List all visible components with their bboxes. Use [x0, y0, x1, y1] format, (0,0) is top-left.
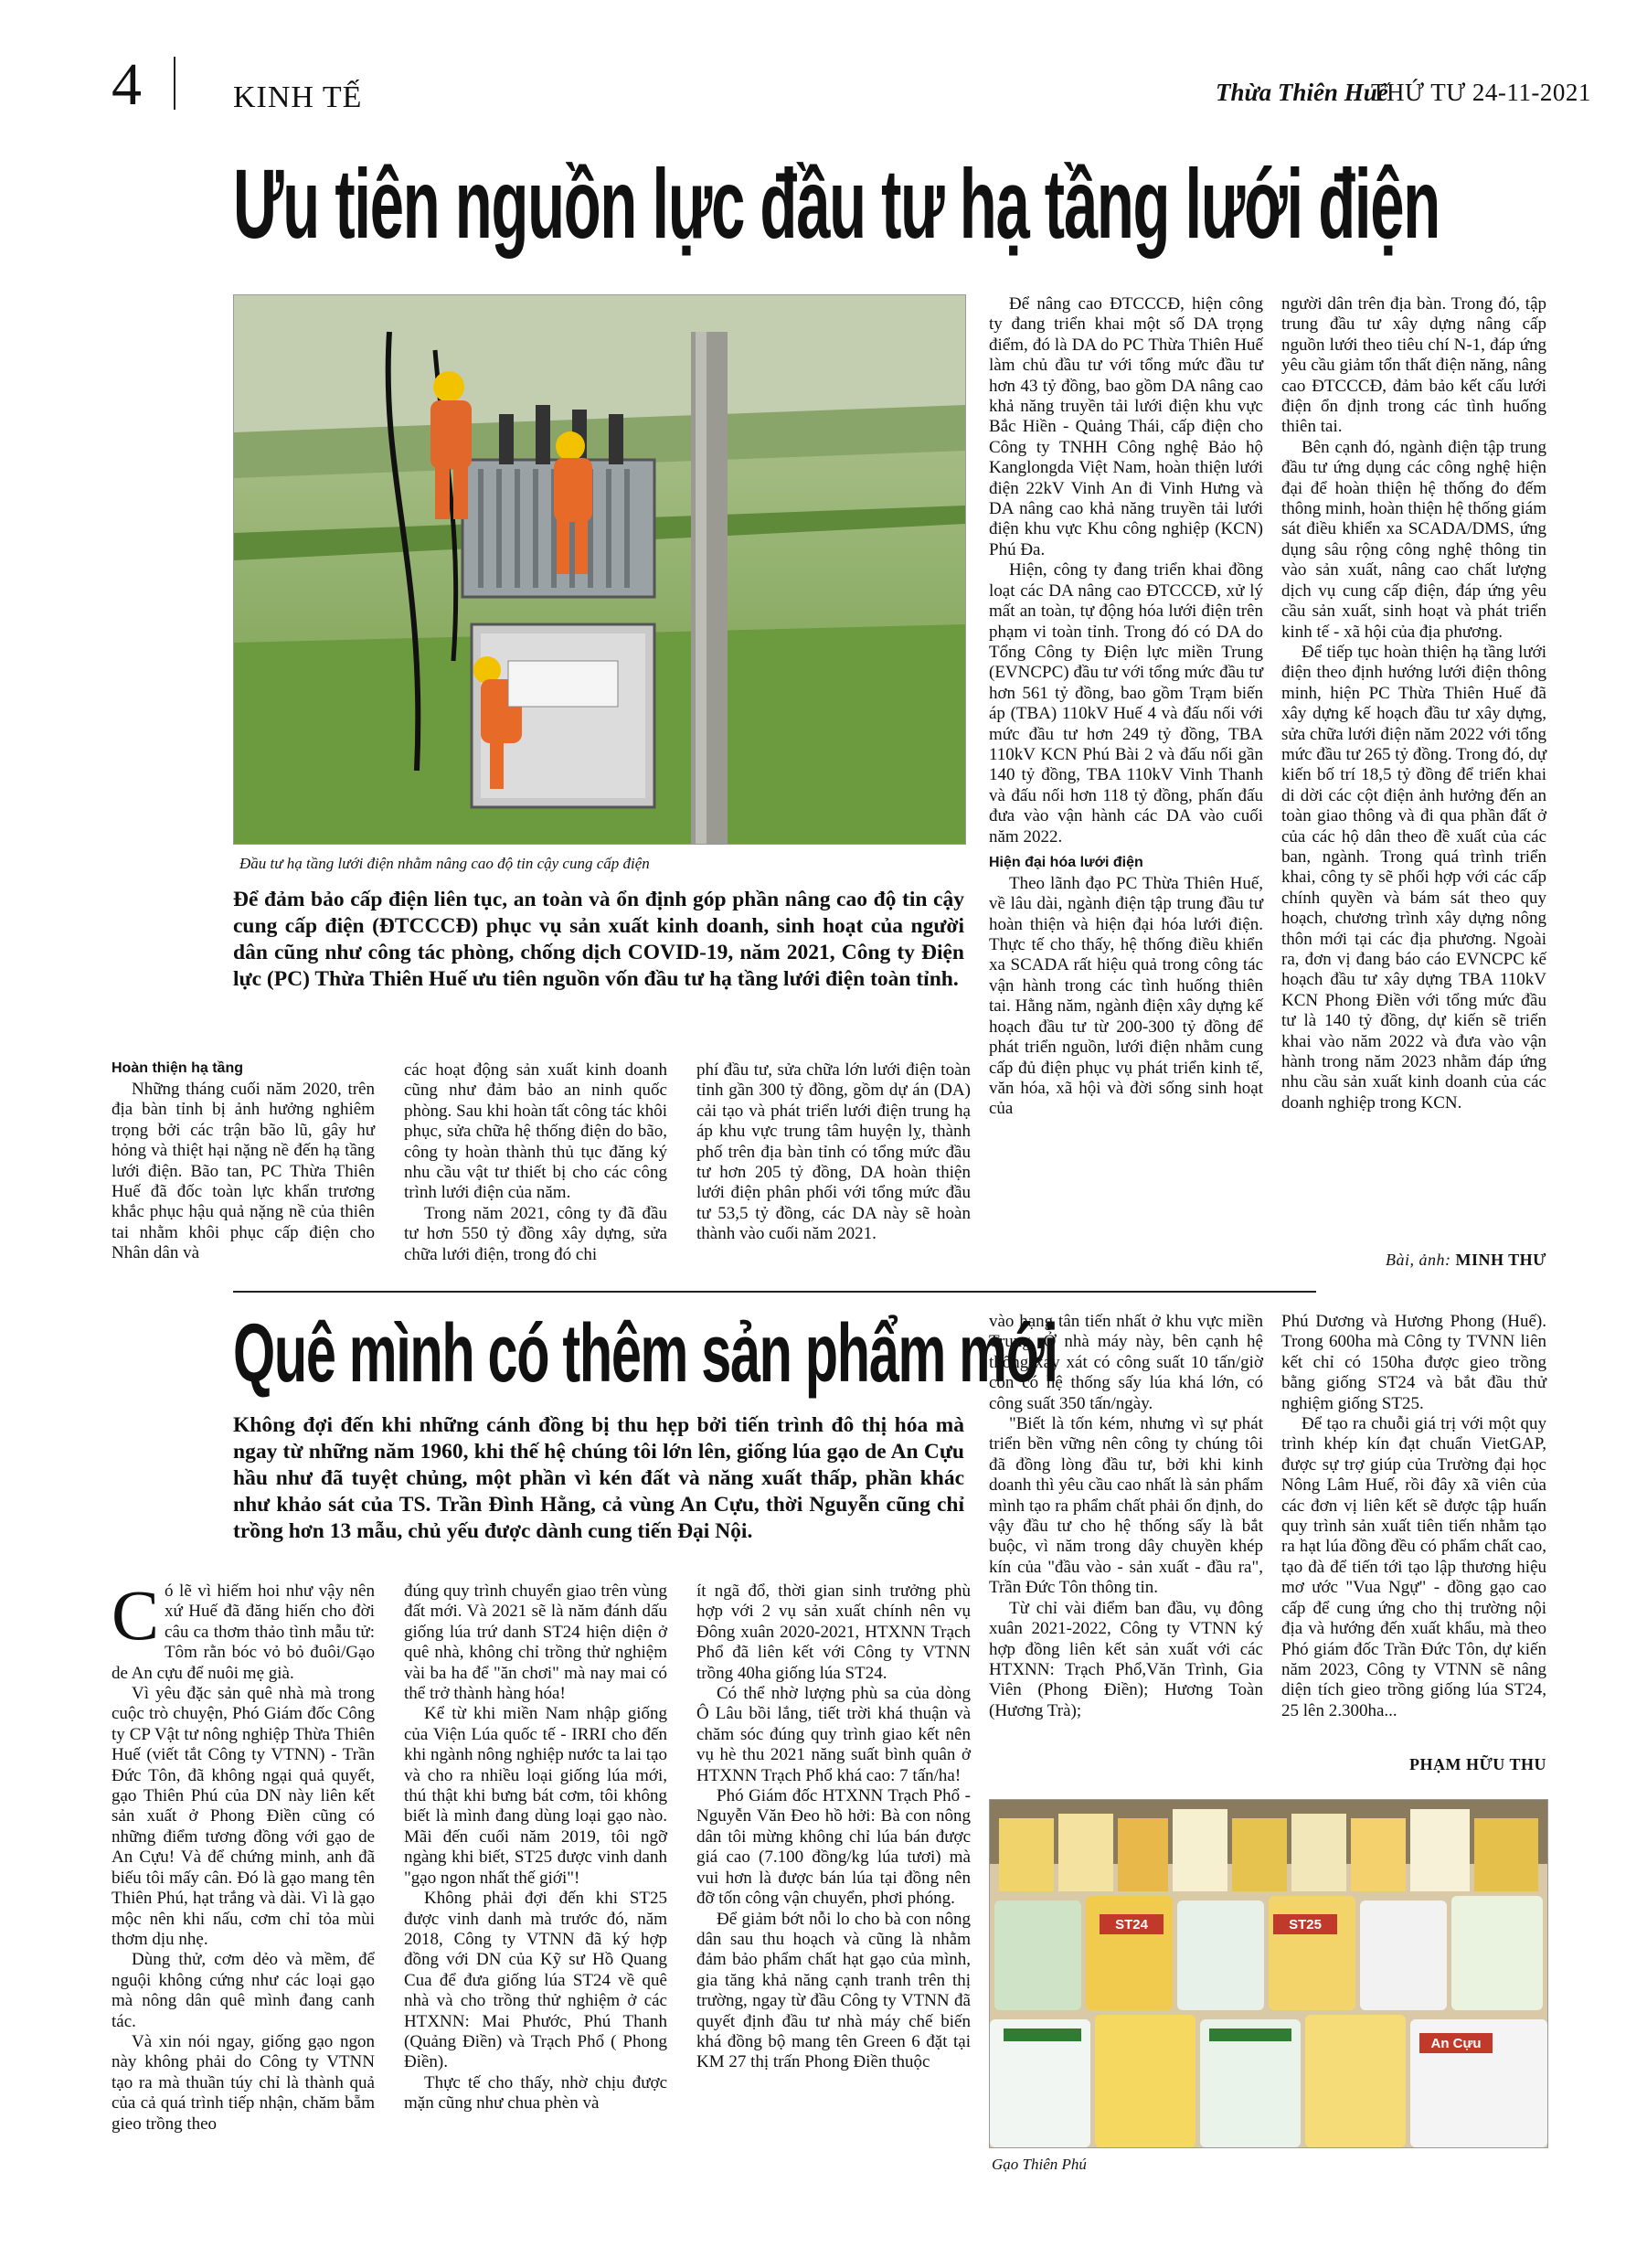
article2-col3-paragraph-2: Có thể nhờ lượng phù sa của dòng Ô Lâu bồi lắng, tiết trời khá thuận và chăm sóc đúng quy trình giao kết nên vụ hè thu 2021 năng suất bình quân ở HTXNN Trạch Phổ khá cao: 7 tấn/ha! — [696, 1684, 971, 1785]
bag-label-1: ST24 — [1115, 1917, 1148, 1933]
article2-sapo: Không đợi đến khi những cánh đồng bị thu hẹp bởi tiến trình đô thị hóa mà ngay từ những năm 1960, khi thế hệ chúng tôi lớn lên, giống lúa gạo de An Cựu hầu như đã tuyệt chủng, một phần vì kén đất và năng xuất thấp, phần khác như khảo sát của TS. Trần Đình Hằng, cả vùng An Cựu, thời Nguyễn cũng chỉ trồng hơn 13 mẫu, chủ yếu được dành cung tiến Đại Nội. — [233, 1413, 964, 1543]
article2-col2-paragraph-1: đúng quy trình chuyển giao trên vùng đất mới. Và 2021 sẽ là năm đánh dấu giống lúa trứ danh ST24 hiện diện ở quê nhà, không chỉ trồng thử nghiệm vài ba ha để "ăn chơi" mà nay mai có thể trở thành hàng hóa! — [404, 1581, 667, 1704]
article2-col3-paragraph-1: ít ngã đổ, thời gian sinh trưởng phù hợp với 2 vụ sản xuất chính nên vụ Đông xuân 2020-2021, HTXNN Trạch Phổ đã liên kết với Công ty VTNN trồng 40ha giống lúa ST24. — [696, 1581, 971, 1683]
article2-col3-paragraph-4: Để giảm bớt nỗi lo cho bà con nông dân sau thu hoạch và cũng là nhằm đảm bảo phẩm chất hạt gạo của mình, gia tăng khả năng cạnh tranh trên thị trường, ngay từ đầu Công ty VTNN đã quyết định đầu tư nhà máy chế biến khá đồng bộ mang tên Green 6 đặt tại KM 27 thị trấn Phong Điền thuộc — [696, 1909, 971, 2072]
article1-col4 — [989, 294, 1263, 1120]
article2-col5-paragraph-2: Để tạo ra chuỗi giá trị với một quy trình khép kín đạt chuẩn VietGAP, được sự trợ giúp của Trường đại học Nông Lâm Huế, rồi đây xã viên của các đơn vị liên kết sẽ được tập huấn quy trình sản xuất tiên tiến nhằm tạo ra hạt lúa đồng đều có phẩm chất cao, tạo đà để tiến tới tạo lập thương hiệu mơ ước "Vua Ngự" - đồng gạo cao cấp để cung ứng cho thị trường nội địa và hướng đến xuất khẩu, mà theo Phó giám đốc Trần Đức Tôn, dự kiến năm 2023, Công ty VTNN sẽ nâng diện tích gieo trồng giống lúa ST24, 25 lên 2.300ha... — [1281, 1414, 1546, 1720]
article1-col5-paragraph-1: người dân trên địa bàn. Trong đó, tập trung đầu tư xây dựng nâng cấp nguồn lưới theo tiêu chí N-1, đáp ứng yêu cầu giảm tổn thất điện năng, nâng cao ĐTCCCĐ, đảm bảo kết cấu lưới điện ổn định trong các tình huống thiên tai. — [1281, 294, 1546, 437]
article2-col1-paragraph-1: ó lẽ vì hiếm hoi như vậy nên xứ Huế đã đăng hiến cho đời câu ca thơm thảo tình mẫu tử: Tôm rằn bóc vỏ bỏ đuôi/Gạo de An cựu để nuôi mẹ già. — [112, 1581, 375, 1683]
article2-col4-paragraph-1: vào hạng tân tiến nhất ở khu vực miền Trung. Ở nhà máy này, bên cạnh hệ thống xay xát có công suất 10 tấn/giờ còn có hệ thống sấy lúa khá lớn, có công suất 350 tấn/ngày. — [989, 1312, 1263, 1413]
article1-col2 — [404, 1060, 667, 1265]
byline-name: MINH THƯ — [1455, 1251, 1546, 1269]
article1-col3 — [696, 1060, 971, 1245]
article2-col1 — [112, 1575, 375, 2135]
bag-label-3: An Cựu — [1430, 2036, 1482, 2051]
article2-col5 — [1281, 1312, 1546, 1721]
article1-col4-paragraph-2: Hiện, công ty đang triển khai đồng loạt các DA nâng cao ĐTCCCĐ, xử lý mất an toàn, tự động hóa lưới điện trên phạm vi toàn tỉnh. Trong đó có DA do Tổng Công ty Điện lực miền Trung (EVNCPC) đầu tư với tổng mức đầu tư hơn 561 tỷ đồng, bao gồm Trạm biến áp (TBA) 110kV Huế 4 và đấu nối với mức đầu tư hơn 249 tỷ đồng, TBA 110kV KCN Phú Bài 2 và đấu nối gần 140 tỷ đồng, TBA 110kV Vinh Thanh và đấu nối hơn 118 tỷ đồng, phấn đấu đưa vào vận hành các DA vào cuối năm 2022. — [989, 560, 1263, 847]
header-divider — [174, 57, 175, 110]
byline-label: Bài, ảnh: — [1385, 1251, 1451, 1269]
article2-col3-paragraph-3: Phó Giám đốc HTXNN Trạch Phổ - Nguyễn Văn Đeo hồ hởi: Bà con nông dân tôi mừng không chỉ lúa bán được giá cao (7.100 đồng/kg lúa tươi) mà vui hơn là được bán lúa tại đồng nên đỡ tốn công vận chuyển, phơi phóng. — [696, 1786, 971, 1909]
page-number: 4 — [112, 51, 142, 118]
article2-col1-paragraph-2: Vì yêu đặc sản quê nhà mà trong cuộc trò chuyện, Phó Giám đốc Công ty CP Vật tư nông nghiệp Thừa Thiên Huế (viết tắt Công ty VTNN) - Trần Đức Tôn, đã không ngại quả quyết, gạo Thiên Phú của DN này liên kết sản xuất ở Phong Điền cũng có những điểm tương đồng với gạo de An Cựu! Và để chứng minh, anh đã biếu tôi mấy cân. Đó là gạo mang tên Thiên Phú, hạt trắng và dài. Vì là gạo mộc nên khi nấu, cơm chỉ tỏa mùi thơm dịu nhẹ. — [112, 1684, 375, 1949]
article1-col1 — [112, 1060, 375, 1264]
article1-col3-paragraph: phí đầu tư, sửa chữa lớn lưới điện toàn tỉnh gần 300 tỷ đồng, gồm dự án (DA) cải tạo và phát triển lưới điện trung hạ áp khu vực trung tâm huyện lỵ, thành phố trên địa bàn tỉnh có tổng mức đầu tư hơn 205 tỷ đồng, DA hoàn thiện lưới điện phân phối với tổng mức đầu tư 53,5 tỷ đồng, các DA này sẽ hoàn thành vào cuối năm 2021. — [696, 1060, 971, 1244]
article1-sapo: Để đảm bảo cấp điện liên tục, an toàn và ổn định góp phần nâng cao độ tin cậy cung cấp điện (ĐTCCCĐ) phục vụ sản xuất kinh doanh, sinh hoạt của người dân cũng như công tác phòng, chống dịch COVID-19, năm 2021, Công ty Điện lực (PC) Thừa Thiên Huế ưu tiên nguồn vốn đầu tư hạ tầng lưới điện toàn tỉnh. — [233, 888, 964, 991]
article2-col1-paragraph-4: Và xin nói ngay, giống gạo ngon này không phải do Công ty VTNN tạo ra mà thuần túy chỉ là thành quả của cả quá trình tiếp nhận, chăm bẵm gieo trồng theo — [112, 2031, 375, 2134]
article2-col4-paragraph-2: "Biết là tốn kém, nhưng vì sự phát triển bền vững nên công ty chúng tôi đã đồng lòng đầu tư, bởi khi kinh doanh thì yêu cầu cao nhất là sản phẩm mình tạo ra phẩm chất phải ổn định, do vậy đầu tư cho hệ thống sấy là bắt buộc, vì năm trong dây chuyền khép kín của "đầu vào - sản xuất - đầu ra", Trần Đức Tôn thông tin. — [989, 1414, 1263, 1598]
article1-col4-paragraph-3: Theo lãnh đạo PC Thừa Thiên Huế, về lâu dài, ngành điện tập trung đầu tư hoàn thiện và hiện đại hóa lưới điện. Thực tế cho thấy, hệ thống điều khiển xa SCADA rất hiệu quả trong công tác vận hành trong các tình huống thiên tai. Hằng năm, ngành điện xây dựng kế hoạch đầu tư từ 200-300 tỷ đồng để phát triển nguồn, lưới điện nhằm cung cấp đủ điện phục vụ phát triển kinh tế, văn hóa, xã hội và đời sống sinh hoạt của — [989, 873, 1263, 1119]
article1-col5 — [1281, 294, 1546, 1113]
article1-col5-paragraph-2: Bên cạnh đó, ngành điện tập trung đầu tư ứng dụng các công nghệ hiện đại để hoàn thiện hệ thống đo đếm thông minh, hoàn thiện hệ thống giám sát điều khiển xa SCADA/DMS, ứng dụng sâu rộng công nghệ thông tin vào sản xuất, nâng cao chất lượng dịch vụ cung cấp điện, đáp ứng yêu cầu sản xuất, sinh hoạt và phát triển kinh tế - xã hội của địa phương. — [1281, 437, 1546, 642]
article1-title: Ưu tiên nguồn lực đầu tư hạ tầng lưới điện — [233, 148, 1440, 259]
article2-byline: PHẠM HỮU THU — [1409, 1755, 1546, 1773]
article1-byline — [1281, 1251, 1546, 1270]
article2-col2 — [404, 1581, 667, 2114]
article2-col4 — [989, 1312, 1263, 1721]
rice-bags-illustration — [990, 1800, 1547, 2147]
section-label: KINH TẾ — [233, 80, 363, 114]
article2-col4-paragraph-3: Từ chỉ vài điểm ban đầu, vụ đông xuân 2021-2022, Công ty VTNN ký hợp đồng liên kết sản xuất với các HTXNN: Trạch Phổ,Văn Trình, Gia Viên (Phong Điền); Hương Toàn (Hương Trà); — [989, 1598, 1263, 1720]
article2-title: Quê mình có thêm sản phẩm mới — [233, 1308, 1057, 1400]
article2-col1-paragraph-3: Dùng thử, cơm dẻo và mềm, để nguội không cứng như các loại gạo mà nông dân quê mình đang canh tác. — [112, 1950, 375, 2031]
issue-date: THỨ TƯ 24-11-2021 — [1371, 79, 1591, 106]
dropcap: C — [112, 1575, 160, 1655]
article-separator — [233, 1291, 1316, 1293]
article2-photo-caption: Gạo Thiên Phú — [992, 2156, 1087, 2173]
article2-col2-paragraph-4: Thực tế cho thấy, nhờ chịu được mặn cũng như chua phèn và — [404, 2072, 667, 2114]
article1-col5-paragraph-3: Để tiếp tục hoàn thiện hạ tầng lưới điện theo định hướng lưới điện thông minh, hiện PC Thừa Thiên Huế đã xây dựng kế hoạch đầu tư xây dựng, sửa chữa lưới điện năm 2022 với tổng mức đầu tư 265 tỷ đồng. Trong đó, dự kiến bố trí 18,5 tỷ đồng để triển khai di dời các cột điện ảnh hưởng đến an toàn giao thông và đi qua phần đất ở của các hộ dân theo đề xuất của các ban, ngành. Trong quá trình triển khai, công ty sẽ phối hợp với các cấp chính quyền và bám sát theo quy hoạch, chương trình xây dựng nông thôn mới tại các địa phương. Ngoài ra, đơn vị đang báo cáo EVNCPC kế hoạch đầu tư xây dựng TBA 110kV KCN Phong Điền với tổng mức đầu tư là 140 tỷ đồng, dự kiến sẽ triển khai vào năm 2022 và đưa vào vận hành trong năm 2023 nhằm đáp ứng nhu cầu sản xuất kinh doanh của các doanh nghiệp trong KCN. — [1281, 642, 1546, 1113]
article2-col2-paragraph-2: Kể từ khi miền Nam nhập giống của Viện Lúa quốc tế - IRRI cho đến khi ngành nông nghiệp nước ta lai tạo và cho ra nhiều loại giống lúa mới, thú thật khi bưng bát cơm, tôi không biết là mình đang dùng loại gạo nào. Mãi đến cuối năm 2019, tôi ngỡ ngàng khi biết, ST25 được vinh danh "gạo ngon nhất thế giới"! — [404, 1704, 667, 1888]
article2-col2-paragraph-3: Không phải đợi đến khi ST25 được vinh danh mà trước đó, năm 2018, Công ty VTNN đã ký hợp đồng với DN của Kỹ sư Hồ Quang Cua để đưa giống lúa ST24 về quê nhà và cho trồng thử nghiệm ở các HTXNN: Mai Phước, Phú Thanh (Quảng Điền) và Trạch Phổ ( Phong Điền). — [404, 1889, 667, 2072]
paper-name: Thừa Thiên Huế — [1216, 79, 1388, 106]
article1-col2-paragraph-2: Trong năm 2021, công ty đã đầu tư hơn 550 tỷ đồng xây dựng, sửa chữa lưới điện, trong đó chi — [404, 1203, 667, 1264]
article1-col2-paragraph-1: các hoạt động sản xuất kinh doanh cũng như đảm bảo an ninh quốc phòng. Sau khi hoàn tất công tác khôi phục, sửa chữa hệ thống điện do bão, công ty hoàn thành thủ tục đăng ký nhu cầu vật tư thiết bị cho các công trình lưới điện của năm. — [404, 1060, 667, 1203]
article1-col4-paragraph-1: Để nâng cao ĐTCCCĐ, hiện công ty đang triển khai một số DA trọng điểm, đó là DA do PC Thừa Thiên Huế làm chủ đầu tư với tổng mức đầu tư hơn 43 tỷ đồng, bao gồm DA nâng cao khả năng truyền tải lưới điện khu vực Bắc Hiền - Quảng Thái, cấp điện cho Công ty TNHH Công nghệ Bảo hộ Kanglongda Việt Nam, hoàn thiện lưới điện 22kV Vinh An đi Vinh Hưng và DA nâng cao khả năng truyền tải lưới điện khu vực Khu công nghiệp (KCN) Phú Đa. — [989, 294, 1263, 559]
article1-photo-caption: Đầu tư hạ tầng lưới điện nhằm nâng cao độ tin cậy cung cấp điện — [239, 855, 650, 872]
article1-subheading-1: Hoàn thiện hạ tầng — [112, 1060, 243, 1076]
article1-photo — [233, 294, 966, 845]
article2-col3 — [696, 1581, 971, 2073]
article2-col5-paragraph-1: Phú Dương và Hương Phong (Huế). Trong 600ha mà Công ty TVNN liên kết chỉ có 150ha được gieo trồng bằng giống ST24 và bắt đầu thử nghiệm giống ST25. — [1281, 1312, 1546, 1413]
article1-col1-paragraph: Những tháng cuối năm 2020, trên địa bàn tỉnh bị ảnh hưởng nghiêm trọng bởi các trận bão lũ, gây hư hỏng và thiệt hại nặng nề đến hạ tầng lưới điện. Bão tan, PC Thừa Thiên Huế đã đốc toàn lực khẩn trương khắc phục hậu quả nặng nề của thiên tai nhằm khôi phục cấp điện cho Nhân dân và — [112, 1079, 375, 1263]
power-workers-illustration — [234, 295, 965, 844]
bag-label-2: ST25 — [1289, 1917, 1322, 1933]
article2-photo — [989, 1799, 1548, 2148]
article1-subheading-2: Hiện đại hóa lưới điện — [989, 854, 1143, 870]
